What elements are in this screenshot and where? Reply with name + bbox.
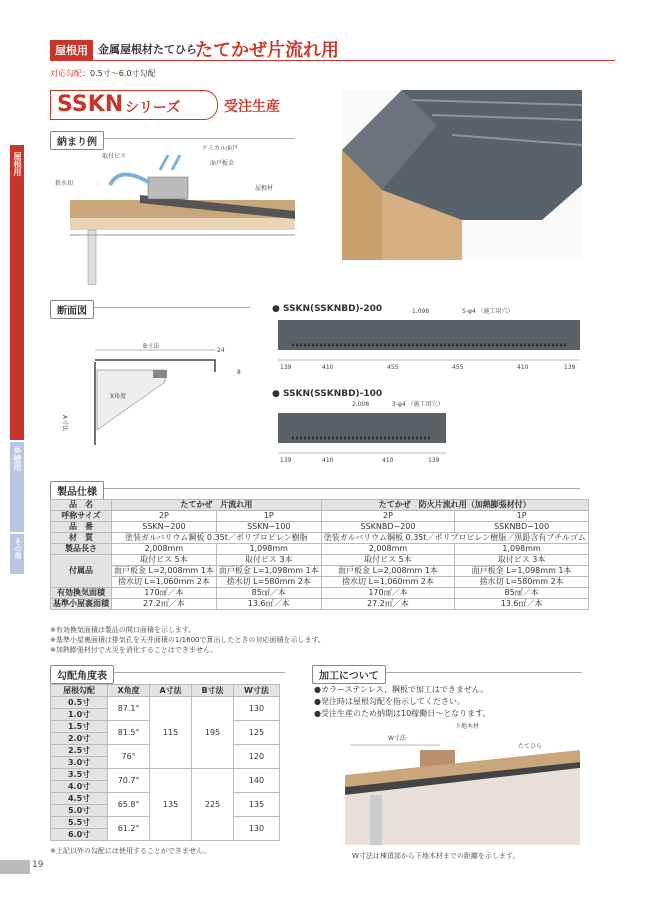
label-filter: ケミカル面戸 [202,145,239,152]
p100-dims [280,457,440,464]
svg-text:455: 455 [452,364,464,371]
angle-table: 屋根勾配 X角度 A寸法 B寸法 W寸法 0.5寸 87.1° 115 195 130 1.0寸 1.5寸 81.5° 125 2.0寸 2.5寸 76° 120 3.0寸 3.5寸 70.7° 135 225 140 4.0寸 4.5寸 65.8° 135 5.0寸 5.5寸 61.2° 130 6.0寸 [50,684,280,841]
p100-holes: 3-φ4 （施工用穴） [392,401,444,408]
p200-dims [280,364,576,371]
section-processing: 加工について [312,665,386,684]
svg-text:410: 410 [382,457,394,464]
dim-24: 24 [217,347,225,354]
tatehira-label: たてひら [518,743,543,750]
label-pad: 面戸板金 [210,160,235,167]
dim-a: A寸法 [61,415,68,432]
product-200-title: ● SSKN(SSKNBD)-200 [272,304,383,314]
processing-note: W寸法は棟頂部から下地木材までの距離を示します。 [352,852,520,860]
subtitle: 金属屋根材たてひら [98,43,197,56]
section-install: 納まり例 [50,131,104,150]
svg-text:139: 139 [428,457,440,464]
processing-item-2: ●発注時は屋根勾配を指示してください。 [314,697,465,706]
vent-body [148,177,188,199]
svg-text:139: 139 [280,364,292,371]
section-diagram [55,340,255,450]
processing-item-1: ●カラーステンレス、鋼板で加工はできません。 [314,685,489,694]
spec-note-2: ※基準小屋裏面積は排気孔を天井面積の1/1600で算出したときの対応面積を示します。 [50,636,325,644]
spec-note-3: ※加熱膨張材付で火災を消化することはできません。 [50,646,218,654]
svg-text:455: 455 [387,364,399,371]
product-200-drawing [272,305,582,375]
under-label: 下地木材 [455,723,480,730]
section-angle: 勾配角度表 [50,665,114,684]
spec-table: 品 名 たてかぜ 片流れ用 たてかぜ 防火片流れ用（加熱膨張材付） 呼称サイズ 2P 1P 2P 1P 品 番 SSKN−200 SSKN−100 SSKNBD−200 SSKNBD−100 材 質 塗装ガルバリウム鋼板 0.35t／ポリプロピレン樹脂 塗装ガルバリウム鋼板 0.35t／ポリプロピレン樹脂／黒鉛含有ブチルゴム 製品長さ 2,008mm 1,098mm 2,008mm 1,098mm 付属品 取付ビス 5本 取付ビス 3本 取付ビス 5本 取付ビス 3本 面戸板金 L=2,008mm 1本 面戸板金 L=1,098mm 1本 面戸板金 L=2,008mm 1本 面戸板金 L=1,098mm 1本 捨水切 L=1,060mm 2本 捨水切 L=580mm 2本 捨水切 L=1,060mm 2本 捨水切 L=580mm 2本 有効換気面積 170㎠／本 85㎠／本 170㎠／本 85㎠／本 基準小屋裏面積 27.2㎡／本 13.6㎡／本 27.2㎡／本 13.6㎡／本 [50,499,589,610]
p200-holes: 5-φ4 （施工用穴） [462,308,514,315]
slope-range: 対応勾配：0.5寸〜6.0寸勾配 [50,69,156,78]
svg-text:139: 139 [564,364,576,371]
page-number: 19 [32,860,44,870]
dim-b: B寸法 [143,343,160,350]
airflow-arrow [110,174,150,185]
svg-text:139: 139 [280,457,292,464]
processing-diagram [340,720,580,850]
label-drip: 捨水切 [55,180,74,187]
processing-item-3: ●受注生産のため納期は10稼働日〜となります。 [314,709,491,718]
sidebar-wall-label: 外壁用 [13,447,22,471]
install-diagram [50,145,295,285]
made-to-order: 受注生産 [224,99,280,115]
product-photo [342,90,582,260]
product-100-title: ● SSKN(SSKNBD)-100 [272,389,383,399]
sidebar-other-label: その他 [14,538,22,559]
dim-8: 8 [237,369,241,376]
spec-note-1: ※有効換気面積は製品の開口面積を示します。 [50,626,196,634]
header-rule [50,60,615,61]
w-label: W寸法 [388,735,406,742]
product-100-drawing [272,398,452,468]
section-spec: 製品仕様 [50,481,104,500]
svg-text:410: 410 [517,364,529,371]
p200-total: 1,098 [412,308,430,315]
sidebar-roof-label: 屋根用 [13,152,22,176]
dim-x: X角度 [110,393,127,400]
page-title: たてかぜ片流れ用 [195,40,339,61]
series-banner: SSKN シリーズ [50,90,218,120]
svg-text:410: 410 [322,364,334,371]
angle-note: ※上記以外の勾配には使用することができません。 [50,847,211,855]
p100-total: 2,008 [352,401,370,408]
svg-text:410: 410 [322,457,334,464]
section-cross: 断面図 [50,300,94,319]
label-screw: 取付ビス [102,153,127,160]
sidebar-roof [10,145,24,440]
label-roof: 屋根材 [255,185,274,192]
category-tag: 屋根用 [50,40,93,60]
footer-bar [0,860,30,874]
